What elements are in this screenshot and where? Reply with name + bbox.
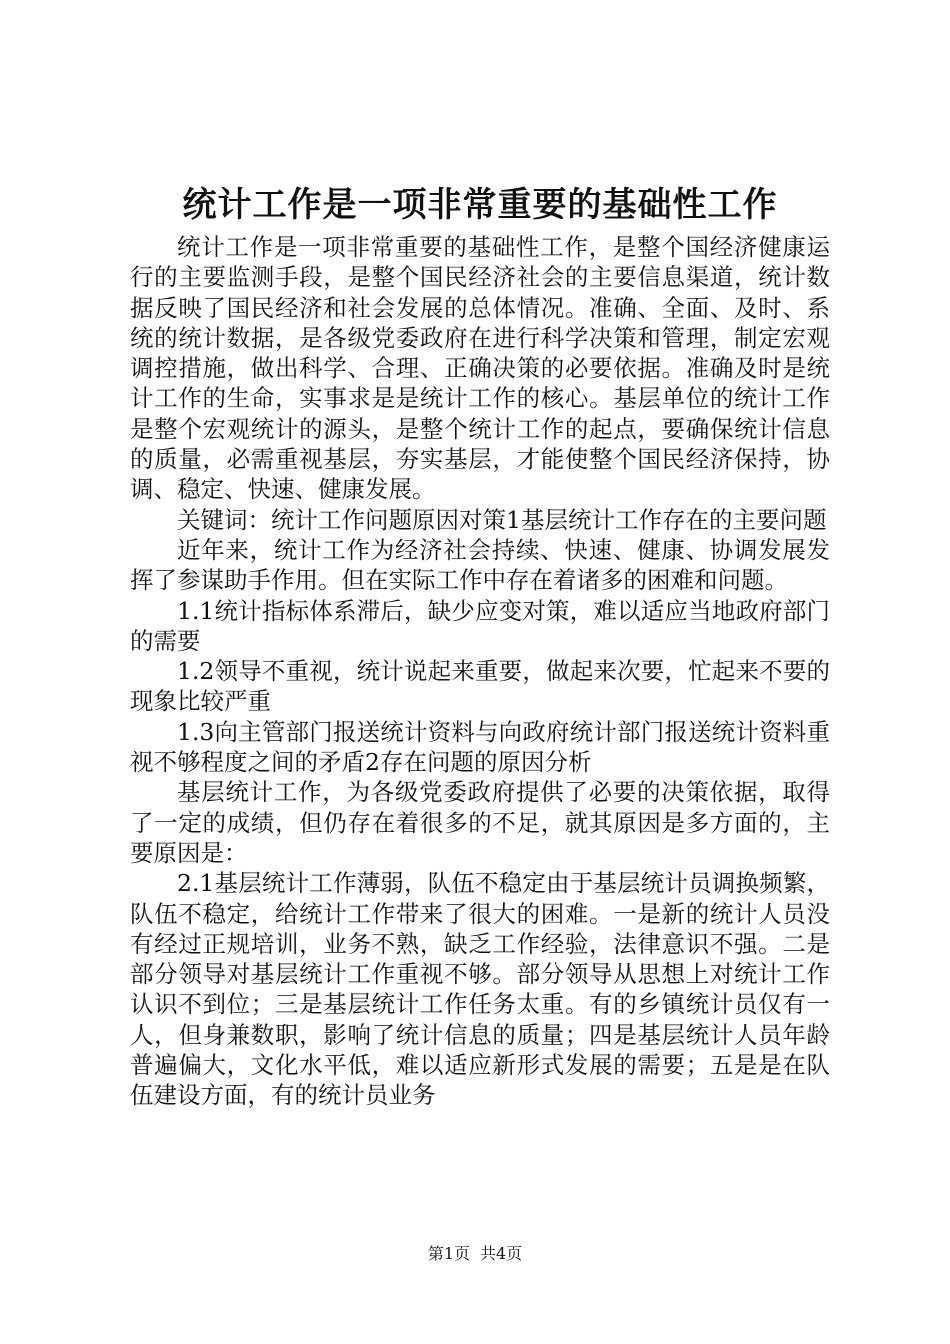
paragraph-recent-years: 近年来，统计工作为经济社会持续、快速、健康、协调发展发挥了参谋助手作用。但在实际工作中存在着诸多的困难和问题。 (130, 535, 830, 595)
paragraph-section-1-2: 1.2领导不重视，统计说起来重要，做起来次要，忙起来不要的现象比较严重 (130, 657, 830, 716)
paragraph-section-2-1: 2.1基层统计工作薄弱，队伍不稳定由于基层统计员调换频繁，队伍不稳定，给统计工作带来了很大的困难。一是新的统计人员没有经过正规培训，业务不熟，缺乏工作经验，法律意识不强。二是部分领导对基层统计工作重视不够。部分领导从思想上对统计工作认识不到位；三是基层统计工作任务太重。有的乡镇统计员仅有一人，但身兼数职，影响了统计信息的质量；四是基层统计人员年龄普遍偏大，文化水平低，难以适应新形式发展的需要；五是是在队伍建设方面，有的统计员业务 (130, 869, 830, 1110)
paragraph-intro: 统计工作是一项非常重要的基础性工作，是整个国经济健康运行的主要监测手段，是整个国民经济社会的主要信息渠道，统计数据反映了国民经济和社会发展的总体情况。准确、全面、及时、系统的统计数据，是各级党委政府在进行科学决策和管理，制定宏观调控措施，做出科学、合理、正确决策的必要依据。准确及时是统计工作的生命，实事求是是统计工作的核心。基层单位的统计工作是整个宏观统计的源头，是整个统计工作的起点，要确保统计信息的质量，必需重视基层，夯实基层，才能使整个国民经济保持，协调、稳定、快速、健康发展。 (130, 233, 830, 504)
page-number: 第1页 (427, 1244, 470, 1263)
paragraph-section-1-1: 1.1统计指标体系滞后，缺少应变对策，难以适应当地政府部门的需要 (130, 596, 830, 655)
document-title: 统计工作是一项非常重要的基础性工作 (182, 185, 778, 225)
paragraph-keywords: 关键词：统计工作问题原因对策1基层统计工作存在的主要问题 (177, 505, 827, 534)
page-total: 共4页 (480, 1244, 523, 1263)
page-footer (0, 1244, 950, 1264)
paragraph-causes-intro: 基层统计工作，为各级党委政府提供了必要的决策依据，取得了一定的成绩，但仍存在着很多的不足，就其原因是多方面的，主要原因是： (130, 778, 830, 867)
document-body (130, 232, 830, 1111)
paragraph-section-1-3: 1.3向主管部门报送统计资料与向政府统计部门报送统计资料重视不够程度之间的矛盾2存在问题的原因分析 (130, 717, 830, 777)
